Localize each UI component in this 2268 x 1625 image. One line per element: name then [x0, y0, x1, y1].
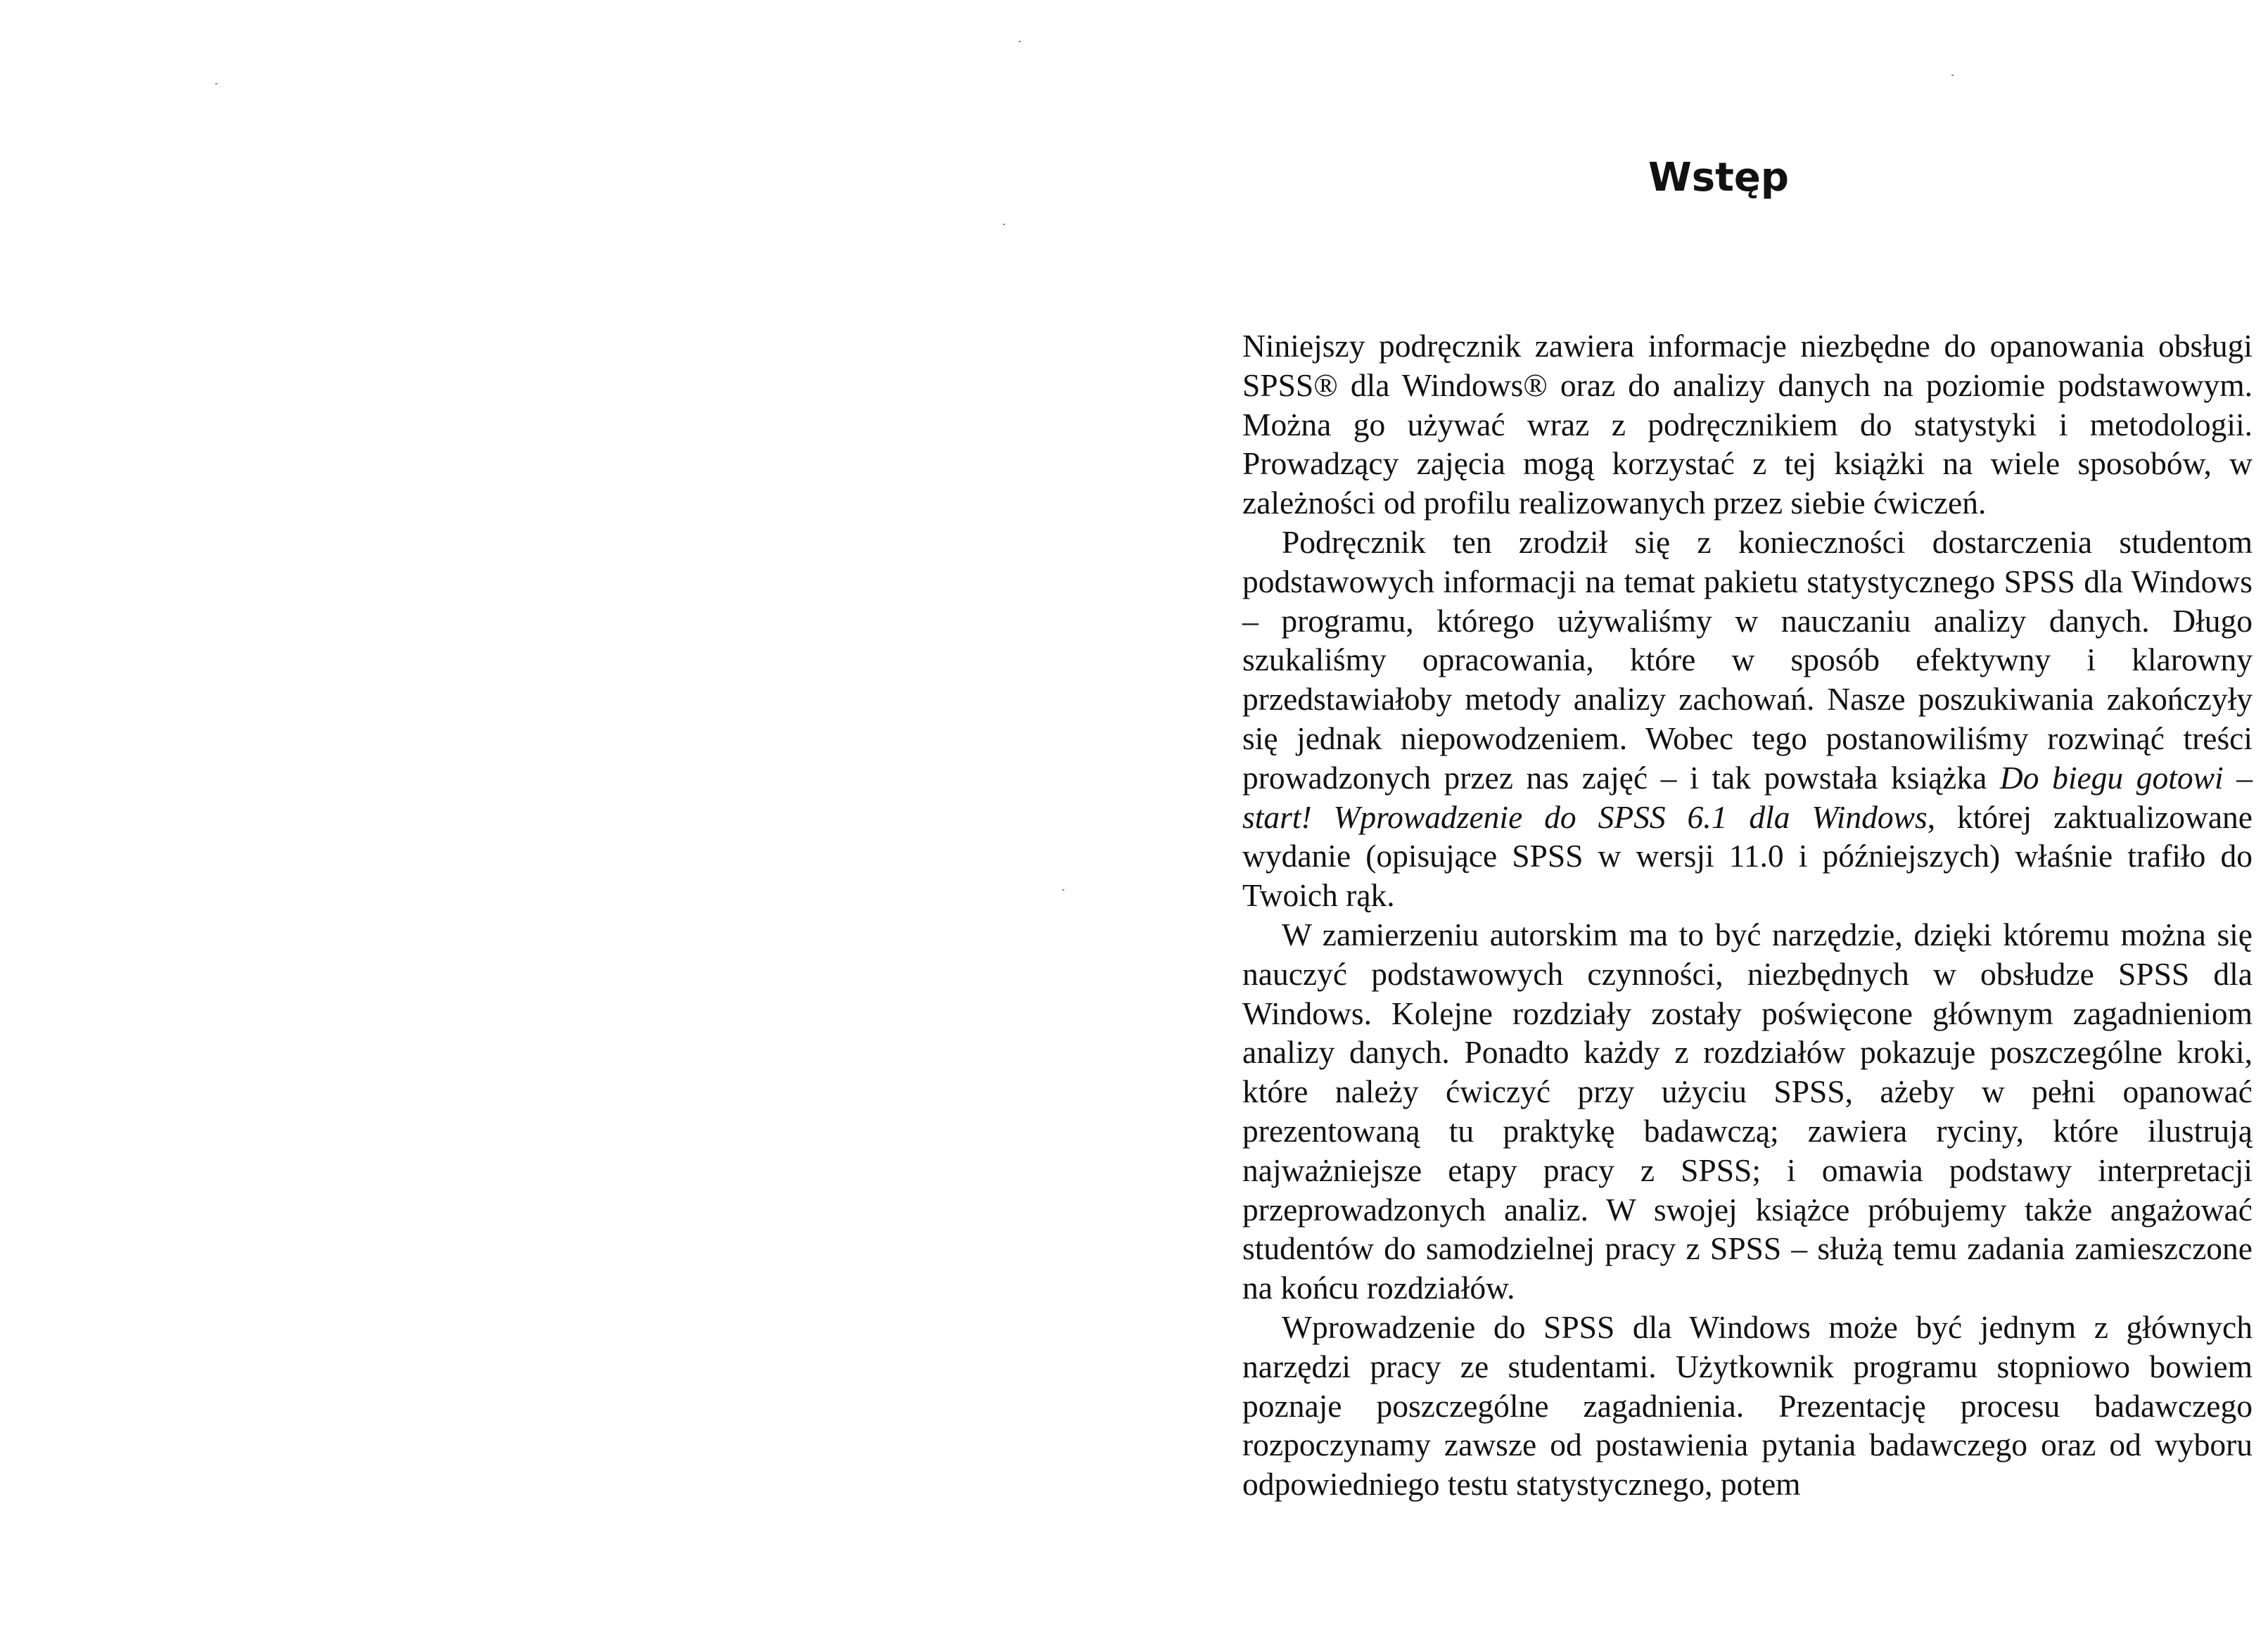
paragraph-2	[1242, 523, 2253, 915]
paragraph-2-text-after: , której zaktualizowane wydanie (opisujące SPSS w wersji 11.0 i późniejszych) właśnie trafiło do Twoich rąk.	[1242, 798, 2253, 914]
paragraph-3: W zamierzeniu autorskim ma to być narzędzie, dzięki któremu można się nauczyć podstawowych czynności, niezbędnych w obsłudze SPSS dla Windows. Kolejne rozdziały zostały poświęcone głównym zagadnieniom analizy danych. Ponadto każdy z rozdziałów pokazuje poszczególne kroki, które należy ćwiczyć przy użyciu SPSS, ażeby w pełni opanować prezentowaną tu praktykę badawczą; zawiera ryciny, które ilustrują najważniejsze etapy pracy z SPSS; i omawia podstawy interpretacji przeprowadzonych analiz. W swojej książce próbujemy także angażować studentów do samodzielnej pracy z SPSS – służą temu zadania zamieszczone na końcu rozdziałów.	[1242, 916, 2253, 1306]
body-text	[1242, 326, 2253, 1504]
scan-speck	[1951, 75, 1954, 76]
paragraph-2-text-before: Podręcznik ten zrodził się z konieczności dostarczenia studentom podstawowych informacji na temat pakietu statystycznego SPSS dla Windows – programu, którego używaliśmy w nauczaniu analizy danych. Długo szukaliśmy opracowania, które w sposób efektywny i klarowny przedstawiałoby metody analizy zachowań. Nasze poszukiwania zakończyły się jednak niepowodzeniem. Wobec tego postanowiliśmy rozwinąć treści prowadzonych przez nas zajęć – i tak powstała książka	[1242, 523, 2253, 796]
scan-speck	[1062, 889, 1064, 891]
right-page	[1134, 0, 2268, 1625]
book-title-italic: Do biegu gotowi – start! Wprowadzenie do SPSS 6.1 dla Windows	[1242, 759, 2253, 835]
paragraph-4: Wprowadzenie do SPSS dla Windows może być jednym z głównych narzędzi pracy ze studentami. Użytkownik programu stopniowo bowiem poznaje poszczególne zagadnienia. Prezentację procesu badawczego rozpoczynamy zawsze od postawienia pytania badawczego oraz od wyboru odpowiedniego testu statystycznego, potem	[1242, 1308, 2253, 1503]
chapter-title: Wstęp	[1648, 155, 1789, 200]
scan-speck	[215, 83, 217, 84]
scan-speck	[1003, 224, 1005, 225]
paragraph-1: Niniejszy podręcznik zawiera informacje niezbędne do opanowania obsługi SPSS® dla Windows® oraz do analizy danych na poziomie podstawowym. Można go używać wraz z podręcznikiem do statystyki i metodologii. Prowadzący zajęcia mogą korzystać z tej książki na wiele sposobów, w zależności od profilu realizowanych przez siebie ćwiczeń.	[1242, 328, 2253, 521]
scan-speck	[1019, 41, 1021, 42]
